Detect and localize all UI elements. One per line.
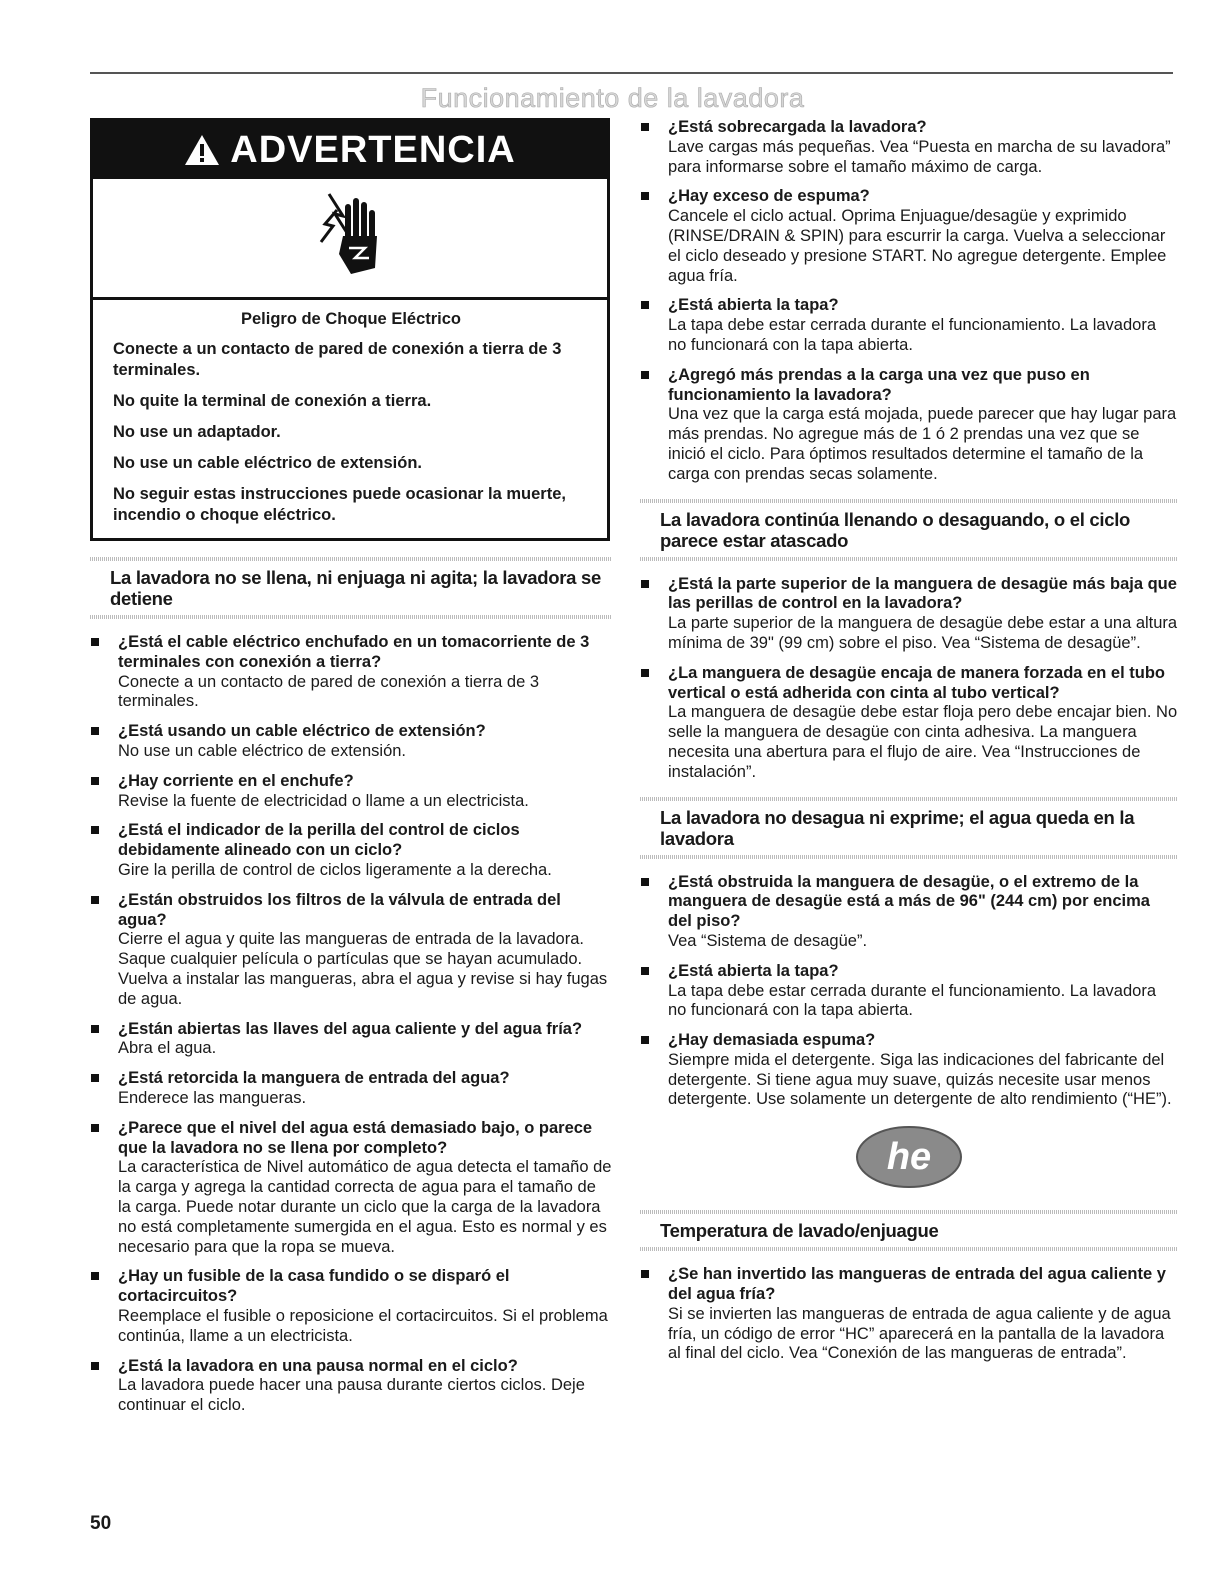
warning-heading: ADVERTENCIA: [230, 128, 516, 171]
answer: Conecte a un contacto de pared de conexión a tierra de 3 terminales.: [118, 672, 540, 711]
question: ¿Parece que el nivel del agua está demasiado bajo, o parece que la lavadora no se llena por completo?: [118, 1118, 593, 1157]
warning-line: No seguir estas instrucciones puede ocasionar la muerte, incendio o choque eléctrico.: [113, 485, 566, 524]
bullet-icon: [91, 1074, 99, 1082]
bullet-icon: [641, 301, 649, 309]
answer: Cancele el ciclo actual. Oprima Enjuague/desagüe y exprimido (RINSE/DRAIN & SPIN) para escurrir la carga. Vuelva a seleccionar el ciclo deseado y presione START. No agregue detergente. Emplee agua fría.: [668, 207, 1167, 285]
bullet-icon: [91, 826, 99, 834]
list-item: [640, 118, 1178, 177]
bullet-icon: [641, 580, 649, 588]
answer: La parte superior de la manguera de desagüe debe estar a una altura mínima de 39" (99 cm) sobre el piso. Vea “Sistema de desagüe”.: [668, 614, 1178, 652]
question: ¿Está abierta la tapa?: [668, 296, 839, 315]
warning-box: [90, 118, 610, 541]
bullet-icon: [641, 123, 649, 131]
question: ¿Está retorcida la manguera de entrada del agua?: [118, 1069, 510, 1088]
bullet-icon: [91, 1025, 99, 1033]
list-item: [640, 1031, 1178, 1110]
answer: Cierre el agua y quite las mangueras de entrada de la lavadora. Saque cualquier película o partículas que se hayan acumulado. Vuelva a instalar las mangueras, abra el agua y revise si hay fugas de agua.: [118, 930, 608, 1008]
list-item: [640, 873, 1178, 952]
warning-line: No quite la terminal de conexión a tierra.: [113, 392, 432, 410]
page-title: Funcionamiento de la lavadora: [420, 83, 805, 113]
list-item: [90, 891, 612, 1010]
svg-text:he: he: [886, 1136, 932, 1179]
warning-line: No use un adaptador.: [113, 423, 281, 441]
question: ¿Está sobrecargada la lavadora?: [668, 118, 927, 136]
section-header: [640, 1210, 1178, 1251]
list-item: [90, 1267, 612, 1346]
warning-header: [93, 121, 607, 179]
list-item: [90, 633, 612, 712]
troubleshoot-list: [640, 1265, 1178, 1364]
question: ¿Hay exceso de espuma?: [668, 187, 870, 206]
troubleshoot-list: [640, 575, 1178, 783]
troubleshoot-list: [640, 118, 1178, 485]
section-title: La lavadora continúa llenando o desaguando, o el ciclo parece estar atascado: [660, 508, 1131, 551]
bullet-icon: [641, 371, 649, 379]
troubleshoot-list: [90, 633, 612, 1416]
question: ¿Está la lavadora en una pausa normal en el ciclo?: [118, 1356, 518, 1375]
question: ¿Está usando un cable eléctrico de extensión?: [118, 722, 486, 741]
bullet-icon: [641, 192, 649, 200]
question: ¿Hay un fusible de la casa fundido o se disparó el cortacircuitos?: [118, 1267, 510, 1306]
electric-shock-hand-icon: [315, 190, 385, 287]
list-item: [640, 187, 1178, 286]
list-item: [640, 1265, 1178, 1364]
question: ¿Está la parte superior de la manguera de desagüe más baja que las perillas de control en la lavadora?: [668, 574, 1177, 613]
bullet-icon: [91, 1272, 99, 1280]
answer: Una vez que la carga está mojada, puede parecer que hay lugar para más prendas. No agregue más de 1 ó 2 prendas una vez que se inició el ciclo. Para óptimos resultados determine el tamaño de la carga con prendas secas solamente.: [668, 405, 1177, 483]
section-title: Temperatura de lavado/enjuague: [660, 1220, 939, 1242]
section-header: [640, 797, 1178, 859]
list-item: [640, 366, 1178, 485]
bullet-icon: [91, 1124, 99, 1132]
bullet-icon: [91, 727, 99, 735]
question: ¿Hay corriente en el enchufe?: [118, 771, 354, 790]
list-item: [640, 296, 1178, 355]
answer: Enderece las mangueras.: [118, 1088, 307, 1107]
bullet-icon: [641, 1036, 649, 1044]
question: ¿Está obstruida la manguera de desagüe, o el extremo de la manguera de desagüe está a más de 96" (244 cm) por encima del piso?: [668, 872, 1150, 931]
question: ¿Está abierta la tapa?: [668, 961, 839, 980]
troubleshoot-list: [640, 873, 1178, 1111]
bullet-icon: [641, 669, 649, 677]
warning-body: [93, 300, 607, 538]
question: ¿Está el indicador de la perilla del control de ciclos debidamente alineado con un ciclo?: [118, 821, 520, 860]
question: ¿Están abiertas las llaves del agua caliente y del agua fría?: [118, 1019, 583, 1038]
list-item: [640, 962, 1178, 1021]
bullet-icon: [91, 896, 99, 904]
answer: Si se invierten las mangueras de entrada de agua caliente y de agua fría, un código de error “HC” aparecerá en la pantalla de la lavadora al final del ciclo. Vea “Conexión de las mangueras de entrada”.: [668, 1304, 1171, 1363]
question: ¿Están obstruidos los filtros de la válvula de entrada del agua?: [118, 890, 561, 929]
bullet-icon: [641, 878, 649, 886]
list-item: [90, 1020, 612, 1060]
answer: Revise la fuente de electricidad o llame a un electricista.: [118, 791, 529, 810]
page-number: 50: [90, 1513, 112, 1534]
answer: Siempre mida el detergente. Siga las indicaciones del fabricante del detergente. Si tiene agua muy suave, quizás necesite usar menos detergente. Use solamente un detergente de alto rendimiento (“HE”).: [668, 1050, 1172, 1109]
question: ¿Agregó más prendas a la carga una vez que puso en funcionamiento la lavadora?: [668, 365, 1090, 404]
section-title: La lavadora no se llena, ni enjuaga ni agita; la lavadora se detiene: [110, 567, 601, 609]
answer: Vea “Sistema de desagüe”.: [668, 931, 868, 950]
answer: La característica de Nivel automático de agua detecta el tamaño de la carga y agrega la cantidad correcta de agua para el tamaño de la carga. Puede notar durante un ciclo que la carga de la lavadora no está completamente sumergida en el agua. Esto es normal y es necesario para que la ropa se mueva.: [118, 1158, 612, 1256]
bullet-icon: [91, 638, 99, 646]
list-item: [640, 664, 1178, 783]
answer: Abra el agua.: [118, 1039, 217, 1058]
list-item: [90, 1069, 612, 1109]
right-column: [640, 118, 1178, 1374]
question: ¿Se han invertido las mangueras de entrada del agua caliente y del agua fría?: [668, 1265, 1166, 1304]
warning-triangle-icon: [184, 134, 220, 166]
answer: Gire la perilla de control de ciclos ligeramente a la derecha.: [118, 860, 552, 879]
list-item: [90, 772, 612, 812]
question: ¿Está el cable eléctrico enchufado en un tomacorriente de 3 terminales con conexión a tierra?: [118, 633, 590, 671]
list-item: [90, 821, 612, 880]
answer: Reemplace el fusible o reposicione el cortacircuitos. Si el problema continúa, llame a un electricista.: [118, 1306, 608, 1345]
bullet-icon: [91, 777, 99, 785]
answer: La tapa debe estar cerrada durante el funcionamiento. La lavadora no funcionará con la tapa abierta.: [668, 316, 1156, 354]
section-header: [640, 499, 1178, 561]
answer: La tapa debe estar cerrada durante el funcionamiento. La lavadora no funcionará con la tapa abierta.: [668, 981, 1156, 1020]
bullet-icon: [641, 1270, 649, 1278]
section-title: La lavadora no desagua ni exprime; el agua queda en la lavadora: [660, 806, 1135, 849]
list-item: [640, 575, 1178, 654]
warning-subtitle: Peligro de Choque Eléctrico: [240, 310, 462, 328]
top-rule: [90, 72, 1173, 74]
list-item: [90, 722, 612, 762]
answer: La manguera de desagüe debe estar floja pero debe encajar bien. No selle la manguera de desagüe con cinta adhesiva. La manguera necesita una abertura para el flujo de aire. Vea “Instrucciones de instalación”.: [668, 703, 1178, 781]
question: ¿La manguera de desagüe encaja de manera forzada en el tubo vertical o está adherida con cinta al tubo vertical?: [668, 663, 1165, 702]
warning-line: Conecte a un contacto de pared de conexión a tierra de 3 terminales.: [113, 340, 562, 379]
answer: No use un cable eléctrico de extensión.: [118, 741, 407, 760]
he-logo: [640, 1124, 1178, 1190]
answer: La lavadora puede hacer una pausa durante ciertos ciclos. Deje continuar el ciclo.: [118, 1376, 585, 1415]
answer: Lave cargas más pequeñas. Vea “Puesta en marcha de su lavadora” para informarse sobre el tamaño máximo de carga.: [668, 137, 1171, 176]
list-item: [90, 1119, 612, 1258]
question: ¿Hay demasiada espuma?: [668, 1031, 876, 1050]
warning-line: No use un cable eléctrico de extensión.: [113, 454, 423, 472]
bullet-icon: [91, 1362, 99, 1370]
left-column: [90, 118, 612, 1426]
section-header: [90, 557, 612, 619]
list-item: [90, 1357, 612, 1416]
warning-icon-area: [93, 179, 607, 300]
bullet-icon: [641, 967, 649, 975]
